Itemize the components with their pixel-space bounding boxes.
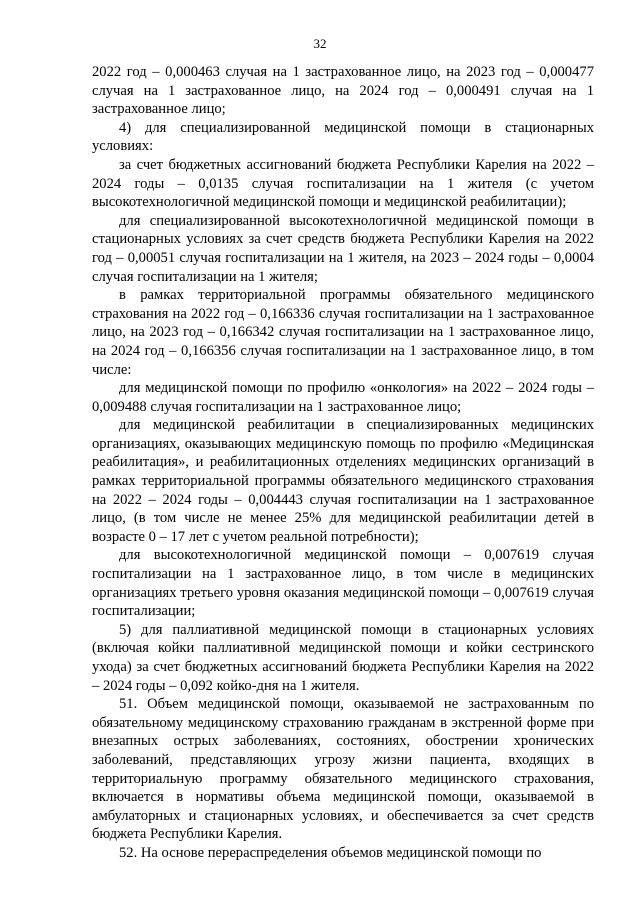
- paragraph-oncology: для медицинской помощи по профилю «онкология» на 2022 – 2024 годы – 0,009488 случая госпитализации на 1 застрахованное лицо;: [92, 380, 594, 415]
- paragraph-item-5-palliative: 5) для паллиативной медицинской помощи в стационарных условиях (включая койки паллиативной медицинской помощи и койки сестринского ухода) за счет бюджетных ассигнований бюджета Республики Карелия на 2022 – 2024 годы – 0,092 койко-дня на 1 жителя.: [92, 621, 594, 694]
- paragraph-52: 52. На основе перераспределения объемов медицинской помощи по: [119, 844, 542, 861]
- paragraph-continuation: 2022 год – 0,000463 случая на 1 застрахованное лицо, на 2023 год – 0,000477 случая на 1 застрахованное лицо, на 2024 год – 0,000491 случая на 1 застрахованное лицо;: [92, 64, 594, 118]
- page-number: 32: [313, 36, 327, 51]
- paragraph-rehabilitation: для медицинской реабилитации в специализированных медицинских организациях, оказывающих медицинскую помощь по профилю «Медицинская реабилитация», и реабилитационных отделениях медицинских организаций в рамках территориальной программы обязательного медицинского страхования на 2022 – 2024 годы – 0,004443 случая госпитализации на 1 застрахованное лицо, (в том числе не менее 25% для медицинской реабилитации детей в возрасте 0 – 17 лет с учетом реальной потребности);: [92, 417, 594, 545]
- paragraph-51: 51. Объем медицинской помощи, оказываемой не застрахованным по обязательному медицинскому страхованию гражданам в экстренной форме при внезапных острых заболеваниях, состояниях, обострении хронических заболеваний, представляющих угрозу жизни пациента, входящих в территориальную программу обязательного медицинского страхования, включается в нормативы объема медицинской помощи, оказываемой в амбулаторных и стационарных условиях, и обеспечивается за счет средств бюджета Республики Карелия.: [92, 696, 594, 843]
- document-body: [92, 63, 594, 863]
- paragraph-high-tech-budget: для специализированной высокотехнологичной медицинской помощи в стационарных условиях за счет средств бюджета Республики Карелия на 2022 год – 0,00051 случая госпитализации на 1 жителя, на 2023 – 2024 годы – 0,0004 случая госпитализации на 1 жителя;: [92, 212, 594, 285]
- paragraph-item-4: 4) для специализированной медицинской помощи в стационарных условиях:: [92, 119, 594, 155]
- paragraph-oms-program: в рамках территориальной программы обязательного медицинского страхования на 2022 год – 0,166336 случая госпитализации на 1 застрахованное лицо, на 2023 год – 0,166342 случая госпитализации на 1 застрахованное лицо, на 2024 год – 0,166356 случая госпитализации на 1 застрахованное лицо, в том числе:: [92, 287, 594, 378]
- paragraph-budget-hospitalization: за счет бюджетных ассигнований бюджета Республики Карелия на 2022 – 2024 годы – 0,0135 случая госпитализации на 1 жителя (с учетом высокотехнологичной медицинской помощи и медицинской реабилитации);: [92, 156, 594, 211]
- paragraph-high-tech-oms: для высокотехнологичной медицинской помощи – 0,007619 случая госпитализации на 1 застрахованное лицо, в том числе в медицинских организациях третьего уровня оказания медицинской помощи – 0,007619 случая госпитализации;: [92, 547, 594, 620]
